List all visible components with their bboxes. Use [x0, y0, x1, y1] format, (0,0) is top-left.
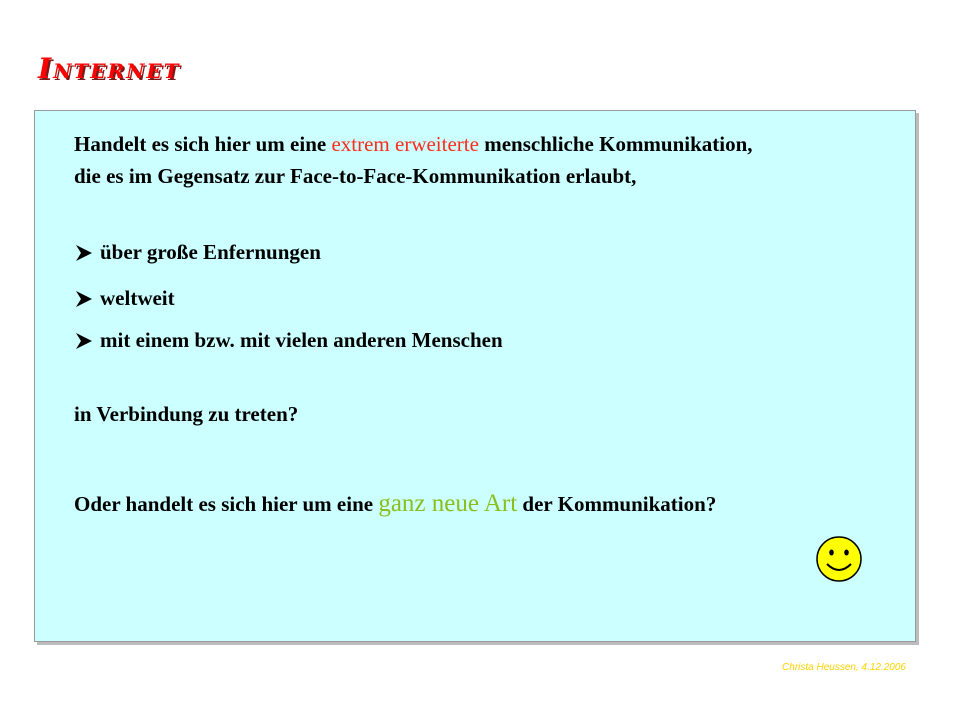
intro-line-2: die es im Gegensatz zur Face-to-Face-Kommunikation erlaubt, [74, 164, 637, 188]
question-line-start: Oder handelt es sich hier um eine [74, 492, 379, 516]
question-line [74, 490, 716, 518]
content-panel [34, 110, 916, 642]
slide-title: Internet [38, 52, 181, 85]
intro-line-1-end: menschliche Kommunikation, [478, 132, 753, 156]
intro-line-1 [74, 132, 753, 157]
intro-line-1-start: Handelt es sich hier um eine [74, 132, 332, 156]
smiley-face-icon [814, 534, 864, 584]
bullet-item [74, 240, 321, 265]
bullet-item [74, 328, 503, 353]
bullet-label: über große Enfernungen [100, 240, 321, 264]
conclusion-line: in Verbindung zu treten? [74, 402, 299, 426]
footer-author-date: Christa Heussen, 4.12.2006 [782, 662, 906, 673]
question-line-end: der Kommunikation? [517, 492, 717, 516]
arrowhead-bullet-icon [74, 243, 94, 263]
bullet-item [74, 286, 175, 311]
highlight-extrem-erweiterte: extrem erweiterte [331, 132, 479, 156]
bullet-label: mit einem bzw. mit vielen anderen Menschen [100, 328, 503, 352]
highlight-ganz-neue-art: ganz neue Art [378, 490, 518, 517]
arrowhead-bullet-icon [74, 289, 94, 309]
bullet-label: weltweit [100, 286, 175, 310]
arrowhead-bullet-icon [74, 331, 94, 351]
